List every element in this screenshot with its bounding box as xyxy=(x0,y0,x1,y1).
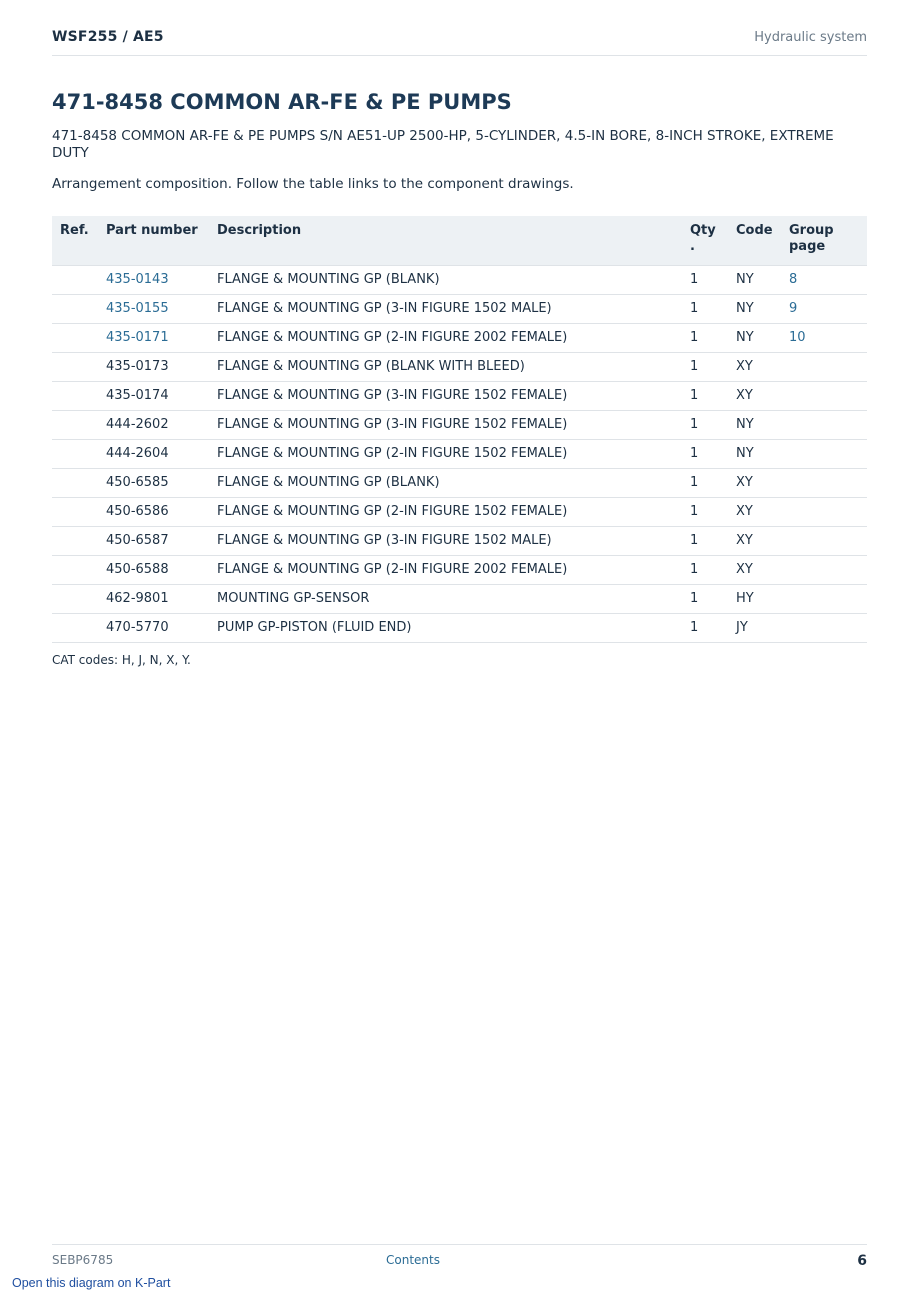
table-row xyxy=(52,381,867,410)
description-cell: FLANGE & MOUNTING GP (3-IN FIGURE 1502 MALE) xyxy=(209,294,682,323)
ref-cell xyxy=(52,352,98,381)
page-header xyxy=(52,29,867,56)
code-cell: NY xyxy=(728,410,781,439)
description-cell: FLANGE & MOUNTING GP (BLANK WITH BLEED) xyxy=(209,352,682,381)
description-cell: FLANGE & MOUNTING GP (2-IN FIGURE 1502 FEMALE) xyxy=(209,497,682,526)
part-number-cell: 435-0174 xyxy=(98,381,209,410)
code-cell: XY xyxy=(728,497,781,526)
part-number-cell: 450-6588 xyxy=(98,555,209,584)
ref-cell xyxy=(52,323,98,352)
table-row xyxy=(52,555,867,584)
table-row xyxy=(52,410,867,439)
ref-cell xyxy=(52,468,98,497)
ref-cell xyxy=(52,497,98,526)
document-id: SEBP6785 xyxy=(52,1253,114,1267)
qty-cell: 1 xyxy=(682,468,728,497)
description-cell: FLANGE & MOUNTING GP (3-IN FIGURE 1502 MALE) xyxy=(209,526,682,555)
code-cell: XY xyxy=(728,468,781,497)
code-cell: JY xyxy=(728,613,781,642)
code-cell: NY xyxy=(728,294,781,323)
group-page-link[interactable]: 8 xyxy=(789,272,798,287)
qty-cell: 1 xyxy=(682,526,728,555)
qty-cell: 1 xyxy=(682,352,728,381)
col-ref-header: Ref. xyxy=(60,223,89,238)
group-page-cell xyxy=(781,294,867,323)
col-qty-label: Qty xyxy=(690,223,716,238)
description-cell: PUMP GP-PISTON (FLUID END) xyxy=(209,613,682,642)
group-page-cell xyxy=(781,468,867,497)
qty-cell: 1 xyxy=(682,613,728,642)
col-code-header: Code xyxy=(736,223,773,238)
qty-cell: 1 xyxy=(682,294,728,323)
page-title: 471-8458 COMMON AR-FE & PE PUMPS xyxy=(52,90,512,114)
part-number-cell: 470-5770 xyxy=(98,613,209,642)
model-label: WSF255 / AE5 xyxy=(52,29,164,45)
ref-cell xyxy=(52,613,98,642)
part-number-cell: 444-2604 xyxy=(98,439,209,468)
table-row xyxy=(52,294,867,323)
col-qty-header xyxy=(682,216,728,265)
description-cell: FLANGE & MOUNTING GP (2-IN FIGURE 1502 FEMALE) xyxy=(209,439,682,468)
ref-cell xyxy=(52,439,98,468)
code-cell: XY xyxy=(728,555,781,584)
part-number-cell: 450-6586 xyxy=(98,497,209,526)
parts-table xyxy=(52,216,867,643)
group-page-cell xyxy=(781,613,867,642)
col-group-label: Group xyxy=(789,223,834,238)
page-number: 6 xyxy=(857,1253,867,1269)
description-cell: FLANGE & MOUNTING GP (2-IN FIGURE 2002 FEMALE) xyxy=(209,555,682,584)
group-page-cell xyxy=(781,555,867,584)
table-row xyxy=(52,497,867,526)
code-cell: XY xyxy=(728,526,781,555)
parts-table-body xyxy=(52,265,867,642)
code-cell: NY xyxy=(728,323,781,352)
group-page-cell xyxy=(781,381,867,410)
description-cell: FLANGE & MOUNTING GP (BLANK) xyxy=(209,265,682,294)
description-cell: FLANGE & MOUNTING GP (2-IN FIGURE 2002 FEMALE) xyxy=(209,323,682,352)
group-page-cell xyxy=(781,265,867,294)
code-cell: XY xyxy=(728,381,781,410)
part-number-cell xyxy=(98,323,209,352)
table-row xyxy=(52,526,867,555)
group-page-cell xyxy=(781,410,867,439)
col-part-header: Part number xyxy=(106,223,198,238)
table-row xyxy=(52,468,867,497)
kpart-diagram-link[interactable]: Open this diagram on K-Part xyxy=(12,1276,171,1290)
contents-link[interactable]: Contents xyxy=(386,1253,440,1267)
table-row xyxy=(52,265,867,294)
group-page-cell xyxy=(781,497,867,526)
col-group-header xyxy=(781,216,867,265)
col-desc-header: Description xyxy=(217,223,302,238)
part-number-cell xyxy=(98,294,209,323)
ref-cell xyxy=(52,265,98,294)
group-page-cell xyxy=(781,526,867,555)
table-row xyxy=(52,352,867,381)
part-number-cell: 462-9801 xyxy=(98,584,209,613)
col-page-label: page xyxy=(789,239,826,254)
part-number-cell: 450-6585 xyxy=(98,468,209,497)
page-footer xyxy=(52,1244,867,1275)
qty-cell: 1 xyxy=(682,555,728,584)
code-cell: HY xyxy=(728,584,781,613)
qty-cell: 1 xyxy=(682,497,728,526)
qty-cell: 1 xyxy=(682,265,728,294)
arrangement-description: 471-8458 COMMON AR-FE & PE PUMPS S/N AE51-UP 2500-HP, 5-CYLINDER, 4.5-IN BORE, 8-INCH STROKE, EXTREME DUTY xyxy=(52,128,834,161)
description-cell: MOUNTING GP-SENSOR xyxy=(209,584,682,613)
part-number-cell: 435-0173 xyxy=(98,352,209,381)
description-cell: FLANGE & MOUNTING GP (3-IN FIGURE 1502 FEMALE) xyxy=(209,410,682,439)
table-row xyxy=(52,613,867,642)
intro-text: Arrangement composition. Follow the table links to the component drawings. xyxy=(52,176,574,192)
group-page-cell xyxy=(781,352,867,381)
qty-cell: 1 xyxy=(682,584,728,613)
ref-cell xyxy=(52,381,98,410)
qty-cell: 1 xyxy=(682,323,728,352)
table-row xyxy=(52,584,867,613)
part-number-link[interactable]: 435-0171 xyxy=(106,330,169,345)
group-page-link[interactable]: 9 xyxy=(789,301,798,316)
ref-cell xyxy=(52,555,98,584)
ref-cell xyxy=(52,526,98,555)
description-cell: FLANGE & MOUNTING GP (3-IN FIGURE 1502 FEMALE) xyxy=(209,381,682,410)
group-page-cell xyxy=(781,323,867,352)
group-page-cell xyxy=(781,439,867,468)
ref-cell xyxy=(52,410,98,439)
col-qty-dot: . xyxy=(690,239,695,254)
qty-cell: 1 xyxy=(682,410,728,439)
document-page xyxy=(52,0,867,1300)
part-number-cell: 444-2602 xyxy=(98,410,209,439)
part-number-link[interactable]: 435-0143 xyxy=(106,272,169,287)
table-row xyxy=(52,439,867,468)
qty-cell: 1 xyxy=(682,381,728,410)
part-number-cell xyxy=(98,265,209,294)
table-header-row xyxy=(52,216,867,265)
qty-cell: 1 xyxy=(682,439,728,468)
part-number-link[interactable]: 435-0155 xyxy=(106,301,169,316)
description-cell: FLANGE & MOUNTING GP (BLANK) xyxy=(209,468,682,497)
code-cell: NY xyxy=(728,439,781,468)
group-page-link[interactable]: 10 xyxy=(789,330,806,345)
table-row xyxy=(52,323,867,352)
cat-codes-note: CAT codes: H, J, N, X, Y. xyxy=(52,653,191,667)
group-page-cell xyxy=(781,584,867,613)
ref-cell xyxy=(52,584,98,613)
section-label: Hydraulic system xyxy=(754,30,867,45)
code-cell: XY xyxy=(728,352,781,381)
ref-cell xyxy=(52,294,98,323)
part-number-cell: 450-6587 xyxy=(98,526,209,555)
code-cell: NY xyxy=(728,265,781,294)
